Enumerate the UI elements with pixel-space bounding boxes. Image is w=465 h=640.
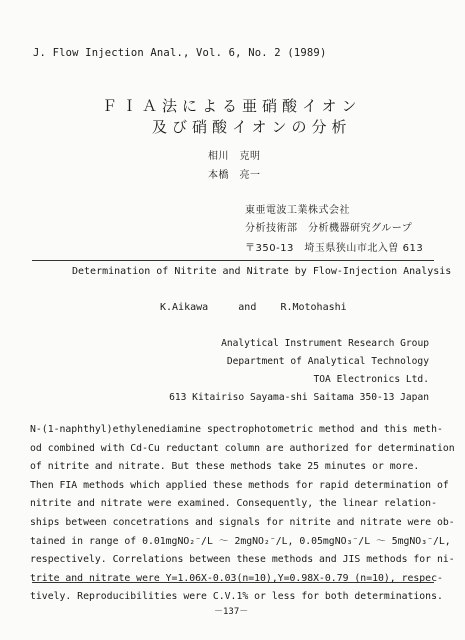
- japanese-affiliation-department: 分析技術部 分析機器研究グループ: [245, 223, 413, 234]
- abstract-line: of nitrite and nitrate. But these methods take 25 minutes or more.: [30, 461, 420, 473]
- abstract-line: Then FIA methods which applied these methods for rapid determination of: [30, 479, 449, 491]
- abstract-line: ships between concetrations and signals for nitrite and nitrate were ob-: [30, 516, 455, 528]
- english-authors: [160, 302, 347, 313]
- japanese-author-2: 本橋 亮一: [208, 170, 261, 181]
- abstract-line: tained in range of 0.01mgNO₂⁻/L ～ 2mgNO₂⁻/L, 0.05mgNO₃⁻/L ～ 5mgNO₃⁻/L,: [30, 535, 451, 547]
- english-affiliation-group: Analytical Instrument Research Group: [221, 338, 429, 349]
- abstract-line: respectively. Correlations between these methods and JIS methods for ni-: [30, 554, 455, 566]
- english-affiliation-company: TOA Electronics Ltd.: [313, 374, 429, 385]
- english-affiliation-address: 613 Kitairiso Sayama-shi Saitama 350-13 Japan: [169, 392, 429, 403]
- abstract-line: nitrite and nitrate were examined. Consequently, the linear relation-: [30, 498, 437, 510]
- journal-header: J. Flow Injection Anal., Vol. 6, No. 2 (1989): [33, 47, 327, 59]
- abstract-line: tively. Reproducibilities were C.V.1% or less for both determinations.: [30, 591, 443, 603]
- english-author-conjunction: and: [238, 302, 257, 313]
- japanese-title-line-1: ＦＩＡ法による亜硝酸イオン: [102, 97, 362, 115]
- japanese-title-line-2: 及び硝酸イオンの分析: [152, 118, 352, 136]
- japanese-affiliation-address: 〒350-13 埼玉県狭山市北入曽 613: [245, 243, 424, 254]
- abstract-line: N-(1-naphthyl)ethylenediamine spectrophotometric method and this meth-: [30, 424, 443, 435]
- top-divider: [32, 260, 434, 261]
- english-affiliation-department: Department of Analytical Technology: [226, 356, 429, 367]
- abstract-line: trite and nitrate were Y=1.06X-0.03(n=10),Y=0.98X-0.79 (n=10), respec-: [30, 572, 443, 584]
- page-number: －137－: [214, 607, 249, 617]
- english-title: Determination of Nitrite and Nitrate by Flow-Injection Analysis: [72, 266, 452, 277]
- english-author-2: R.Motohashi: [280, 302, 347, 313]
- abstract-line: od combined with Cd-Cu reductant column are authorized for determination: [30, 442, 455, 454]
- japanese-affiliation-company: 東亜電波工業株式会社: [245, 205, 350, 216]
- japanese-author-1: 相川 克明: [208, 151, 261, 162]
- abstract: [30, 421, 455, 607]
- english-author-1: K.Aikawa: [160, 302, 209, 313]
- bottom-divider: [32, 582, 434, 583]
